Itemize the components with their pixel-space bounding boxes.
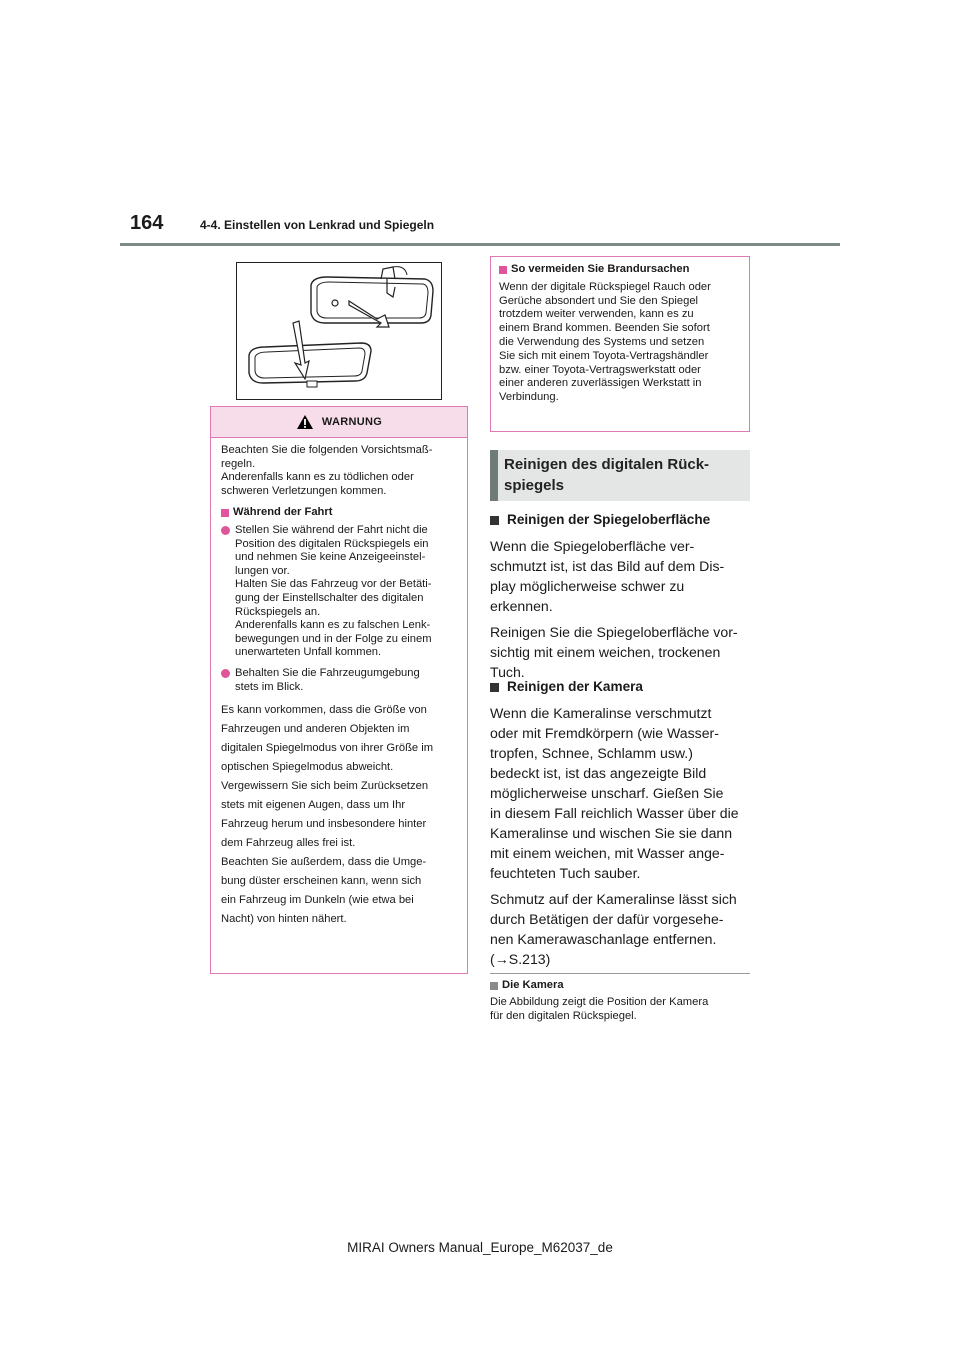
square-bullet-icon <box>490 516 499 525</box>
warning-line: optischen Spiegelmodus abweicht. <box>221 761 394 774</box>
section-title: Reinigen des digitalen Rück- spiegels <box>504 456 710 494</box>
mirror-surface-heading-text: Reinigen der Spiegeloberfläche <box>507 512 711 527</box>
camera-heading-text: Reinigen der Kamera <box>507 679 643 694</box>
camera-note <box>490 979 752 1023</box>
warning-line: Fahrzeugen und anderen Objekten im <box>221 723 410 736</box>
warning-header <box>211 407 467 438</box>
warning-bullet-1 <box>221 524 457 660</box>
camera-p2: Schmutz auf der Kameralinse lässt sich durch Betätigen der dafür vorgesehe- nen Kamerawaschanlage entfernen. (→S.213) <box>490 891 737 967</box>
warning-body <box>211 438 467 929</box>
warning-bullet-1-text: Stellen Sie während der Fahrt nicht die Position des digitalen Rückspiegels ein und nehmen Sie keine Anzeigeeinstel- lungen vor. Halten Sie das Fahrzeug vor der Betäti- gung der Einstellschalter des digitalen Rückspiegels an. Anderenfalls kann es zu falschen Lenk- bewegungen und in der Folge zu einem unerwarteten Unfall kommen. <box>235 523 432 659</box>
warning-line: bung düster erscheinen kann, wenn sich <box>221 875 422 888</box>
fire-notice-box <box>490 256 750 432</box>
warning-section-heading <box>221 506 457 520</box>
warning-line: Es kann vorkommen, dass die Größe von <box>221 704 427 717</box>
warning-label: WARNUNG <box>321 416 383 428</box>
warning-line: stets mit eigenen Augen, dass um Ihr <box>221 799 406 812</box>
square-bullet-icon <box>499 266 507 274</box>
fire-notice-heading <box>499 263 741 277</box>
square-bullet-icon <box>490 683 499 692</box>
warning-section-title: Während der Fahrt <box>233 506 333 519</box>
warning-line: ein Fahrzeug im Dunkeln (wie etwa bei <box>221 894 414 907</box>
camera-section <box>490 677 752 975</box>
footer-text: MIRAI Owners Manual_Europe_M62037_de <box>347 1240 613 1255</box>
section-header-bar <box>490 450 498 501</box>
fire-notice-text: Wenn der digitale Rückspiegel Rauch oder Gerüche absondert und Sie den Spiegel trotzdem weiter verwenden, kann es zu einem Brand kommen. Beenden Sie sofort die Verwendung des Systems und setzen Sie sich mit einem Toyota-Vertragshändler bzw. einer Toyota-Vertragswerkstatt oder einer anderen zuverlässigen Werkstatt in Verbindung. <box>499 280 711 404</box>
page-number: 164 <box>130 212 164 234</box>
camera-note-title: Die Kamera <box>502 979 564 991</box>
mirror-surface-p2: Reinigen Sie die Spiegeloberfläche vor- sichtig mit einem weichen, trockenen Tuch. <box>490 624 738 680</box>
square-bullet-icon <box>221 509 229 517</box>
warning-box <box>210 406 468 974</box>
square-bullet-icon <box>490 982 498 990</box>
circle-bullet-icon <box>221 669 230 678</box>
camera-p1: Wenn die Kameralinse verschmutzt oder mit Fremdkörpern (wie Wasser- tropfen, Schnee, Schlamm usw.) bedeckt ist, ist das angezeigte Bild möglicherweise unscharf. Gießen Sie in diesem Fall reichlich Wasser über die Kameralinse und wischen Sie sie dann mit einem weichen, mit Wasser ange- feuchteten Tuch sauber. <box>490 705 739 881</box>
header-rule <box>120 243 840 246</box>
camera-note-text: Die Abbildung zeigt die Position der Kamera für den digitalen Rückspiegel. <box>490 995 709 1022</box>
warning-bullet-2 <box>221 667 457 694</box>
warning-triangle-icon <box>296 414 314 430</box>
camera-heading <box>490 677 752 697</box>
fire-notice-title: So vermeiden Sie Brandursachen <box>511 263 690 275</box>
warning-line: dem Fahrzeug alles frei ist. <box>221 837 356 850</box>
warning-intro: Beachten Sie die folgenden Vorsichtsmaß- regeln. Anderenfalls kann es zu tödlichen oder schweren Verletzungen kommen. <box>221 444 433 497</box>
warning-line: Fahrzeug herum und insbesondere hinter <box>221 818 427 831</box>
camera-note-heading <box>490 979 752 993</box>
section-header <box>490 450 750 501</box>
chapter-title: 4-4. Einstellen von Lenkrad und Spiegeln <box>200 218 435 232</box>
warning-line: Vergewissern Sie sich beim Zurücksetzen <box>221 780 429 793</box>
mirror-illustration <box>236 262 442 400</box>
warning-line: Nacht) von hinten nähert. <box>221 913 347 926</box>
warning-line: Beachten Sie außerdem, dass die Umge- <box>221 856 427 869</box>
mirror-surface-heading <box>490 510 752 530</box>
notes-rule <box>490 973 750 974</box>
mirror-surface-p1: Wenn die Spiegeloberfläche ver- schmutzt ist, ist das Bild auf dem Dis- play möglicherweise schwer zu erkennen. <box>490 538 725 614</box>
mirror-drawing <box>237 263 441 399</box>
warning-detail-text <box>221 701 457 929</box>
warning-bullet-2-text: Behalten Sie die Fahrzeugumgebung stets im Blick. <box>235 666 420 693</box>
mirror-surface-section <box>490 510 752 688</box>
warning-line: digitalen Spiegelmodus von ihrer Größe im <box>221 742 434 755</box>
circle-bullet-icon <box>221 526 230 535</box>
